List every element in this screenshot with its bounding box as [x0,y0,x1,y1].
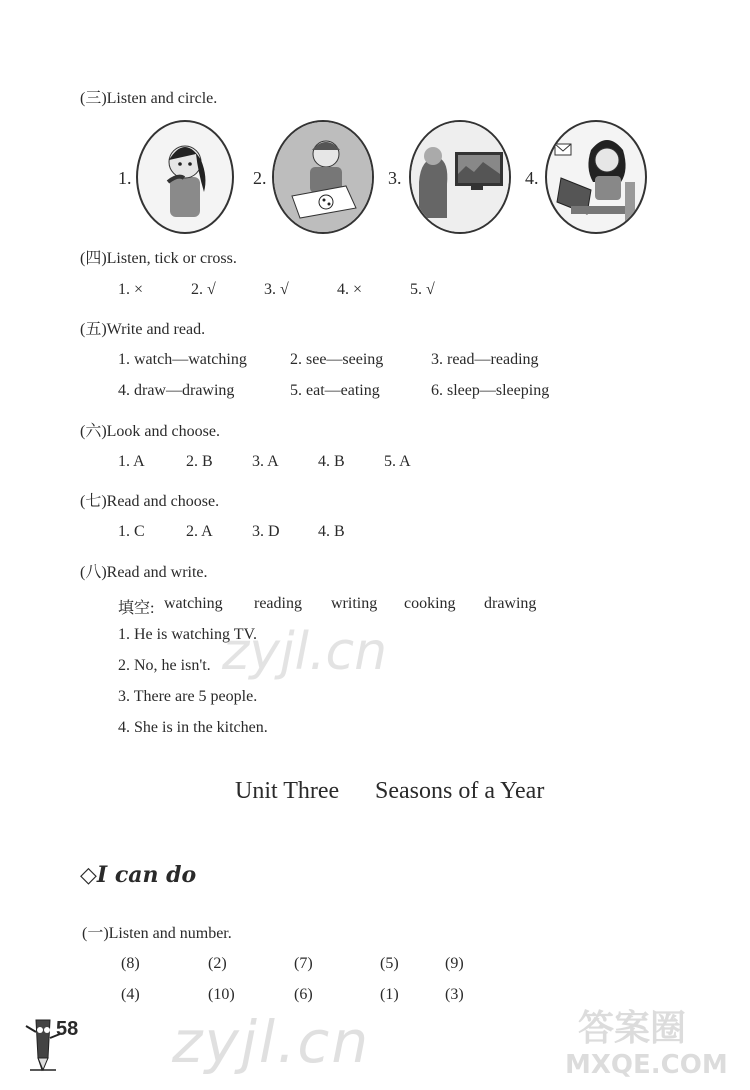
number: (4) [121,986,140,1003]
unit-subtitle: Seasons of a Year [375,778,545,804]
word: reading [254,595,302,612]
section-7-heading: (七)Read and choose. [80,493,220,510]
unit-title: Unit Three [235,778,340,804]
watermark-corner-logo: 答案圈 [578,1008,687,1049]
answer: 4. B [318,523,345,540]
answer: 1. × [118,281,144,298]
word: watching [164,595,223,612]
picture-girl-thinking [136,120,234,234]
answer: 4. draw—drawing [118,382,235,399]
answer: 5. eat—eating [290,382,380,399]
number: (6) [294,986,313,1003]
picture-number-3: 3. [388,168,402,188]
answer: 3. A [252,453,279,470]
word: writing [331,595,378,612]
number: (7) [294,955,313,972]
answer: 1. C [118,523,145,540]
picture-number-4: 4. [525,168,539,188]
picture-number-2: 2. [253,168,267,188]
number: (8) [121,955,140,972]
number: (5) [380,955,399,972]
word: drawing [484,595,537,612]
word: cooking [404,595,456,612]
i-can-do-heading [80,862,196,888]
picture-boy-drawing [272,120,374,234]
page-number: 58 [56,1018,79,1040]
section-5-row-1 [0,351,750,373]
section-7-answers [0,523,750,545]
number: (9) [445,955,464,972]
section-1-row-1 [0,955,750,977]
number: (1) [380,986,399,1003]
answer: 2. √ [191,281,216,298]
section-6-answers [0,453,750,475]
answer: 1. A [118,453,145,470]
section-8-heading: (八)Read and write. [80,564,208,581]
watermark-mid: zyjl.cn [222,622,388,682]
section-6-heading: (六)Look and choose. [80,423,220,440]
picture-girl-computer [545,120,647,234]
picture-number-1: 1. [118,168,132,188]
answer-line-3: 3. There are 5 people. [118,688,258,705]
section-5-row-2 [0,382,750,404]
answer: 3. read—reading [431,351,539,368]
number: (10) [208,986,235,1003]
section-4-heading: (四)Listen, tick or cross. [80,250,237,267]
answer: 4. B [318,453,345,470]
section-4-answers [0,281,750,303]
diamond-icon: ◇ [80,862,97,888]
answer: 2. A [186,523,213,540]
i-can-do-label: I can do [96,862,197,888]
answer: 5. A [384,453,411,470]
answer: 1. watch—watching [118,351,247,368]
fill-label: 填空: [118,600,155,617]
answer-line-2: 2. No, he isn't. [118,657,211,674]
answer: 5. √ [410,281,435,298]
answer: 2. B [186,453,213,470]
answer: 3. √ [264,281,289,298]
section-8-word-bank [0,595,750,617]
answer: 4. × [337,281,363,298]
number: (3) [445,986,464,1003]
number: (2) [208,955,227,972]
answer-line-4: 4. She is in the kitchen. [118,719,268,736]
section-5-heading: (五)Write and read. [80,321,206,338]
watermark-bottom: zyjl.cn [172,1008,371,1076]
section-3-heading: (三)Listen and circle. [80,90,218,107]
watermark-corner-url: MXQE.COM [565,1050,728,1080]
answer: 3. D [252,523,280,540]
answer-line-1: 1. He is watching TV. [118,626,257,643]
answer: 2. see—seeing [290,351,384,368]
answer: 6. sleep—sleeping [431,382,550,399]
section-1-heading: (一)Listen and number. [82,925,232,942]
picture-watching-tv [409,120,511,234]
